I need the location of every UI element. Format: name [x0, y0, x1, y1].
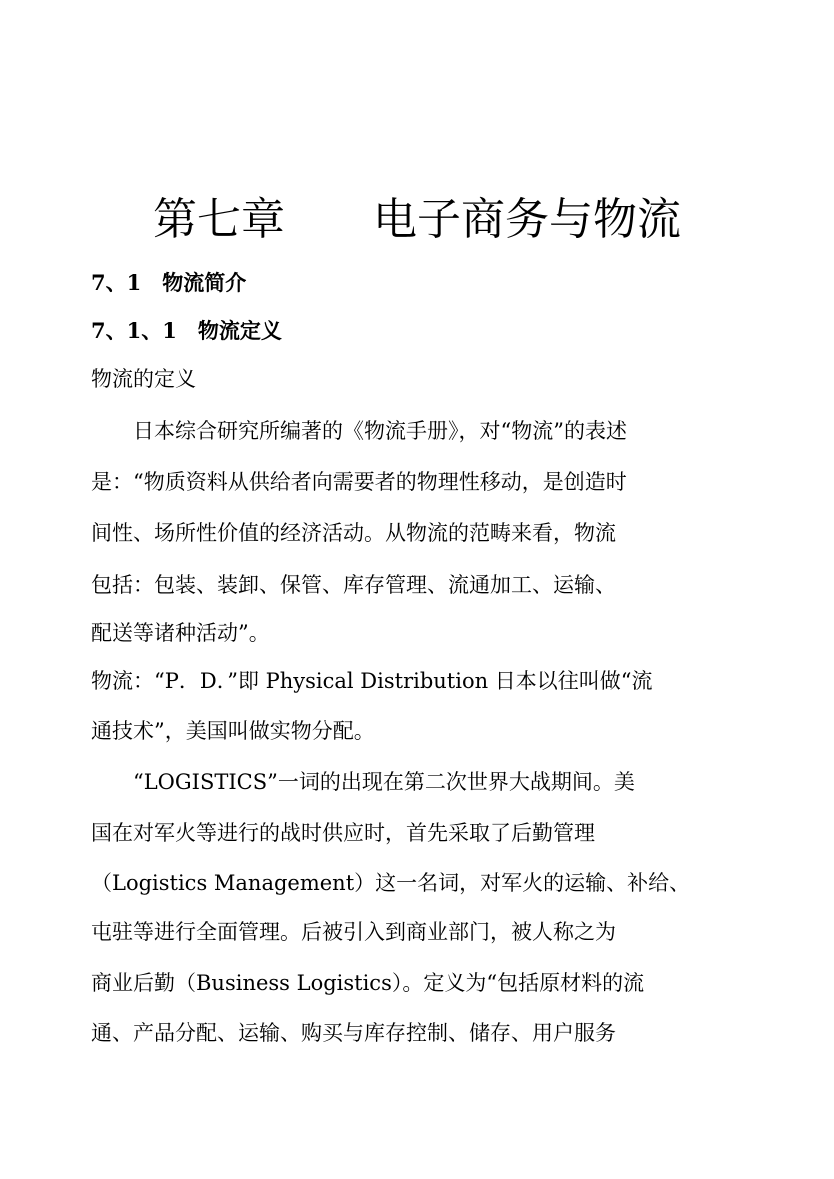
paragraph-label: 物流的定义 — [91, 367, 196, 391]
chapter-number: 第七章 — [153, 194, 285, 245]
paragraph-line: （Logistics Management）这一名词，对军火的运输、补给、 — [91, 871, 691, 895]
chapter-name: 电子商务与物流 — [373, 194, 681, 245]
paragraph-line: 物流：“P．D．”即 Physical Distribution 日本以往叫做“流 — [91, 669, 653, 693]
paragraph-line: “LOGISTICS”一词的出现在第二次世界大战期间。美 — [133, 770, 635, 794]
paragraph-line: 商业后勤（Business Logistics）。定义为“包括原材料的流 — [91, 971, 645, 995]
paragraph-line: 是：“物质资料从供给者向需要者的物理性移动，是创造时 — [91, 470, 627, 494]
paragraph-line: 国在对军火等进行的战时供应时，首先采取了后勤管理 — [91, 821, 595, 845]
section-heading: 7、1 物流简介 — [91, 270, 247, 295]
subsection-heading: 7、1、1 物流定义 — [91, 318, 282, 343]
chapter-title — [0, 190, 834, 250]
paragraph-line: 日本综合研究所编著的《物流手册》，对“物流”的表述 — [133, 419, 627, 443]
paragraph-line: 通、产品分配、运输、购买与库存控制、储存、用户服务 — [91, 1021, 616, 1045]
paragraph-line: 包括：包装、装卸、保管、库存管理、流通加工、运输、 — [91, 573, 616, 597]
paragraph-line: 通技术”，美国叫做实物分配。 — [91, 719, 375, 743]
paragraph-line: 配送等诸种活动”。 — [91, 621, 270, 645]
paragraph-line: 屯驻等进行全面管理。后被引入到商业部门，被人称之为 — [91, 920, 616, 944]
paragraph-line: 间性、场所性价值的经济活动。从物流的范畴来看，物流 — [91, 521, 616, 545]
